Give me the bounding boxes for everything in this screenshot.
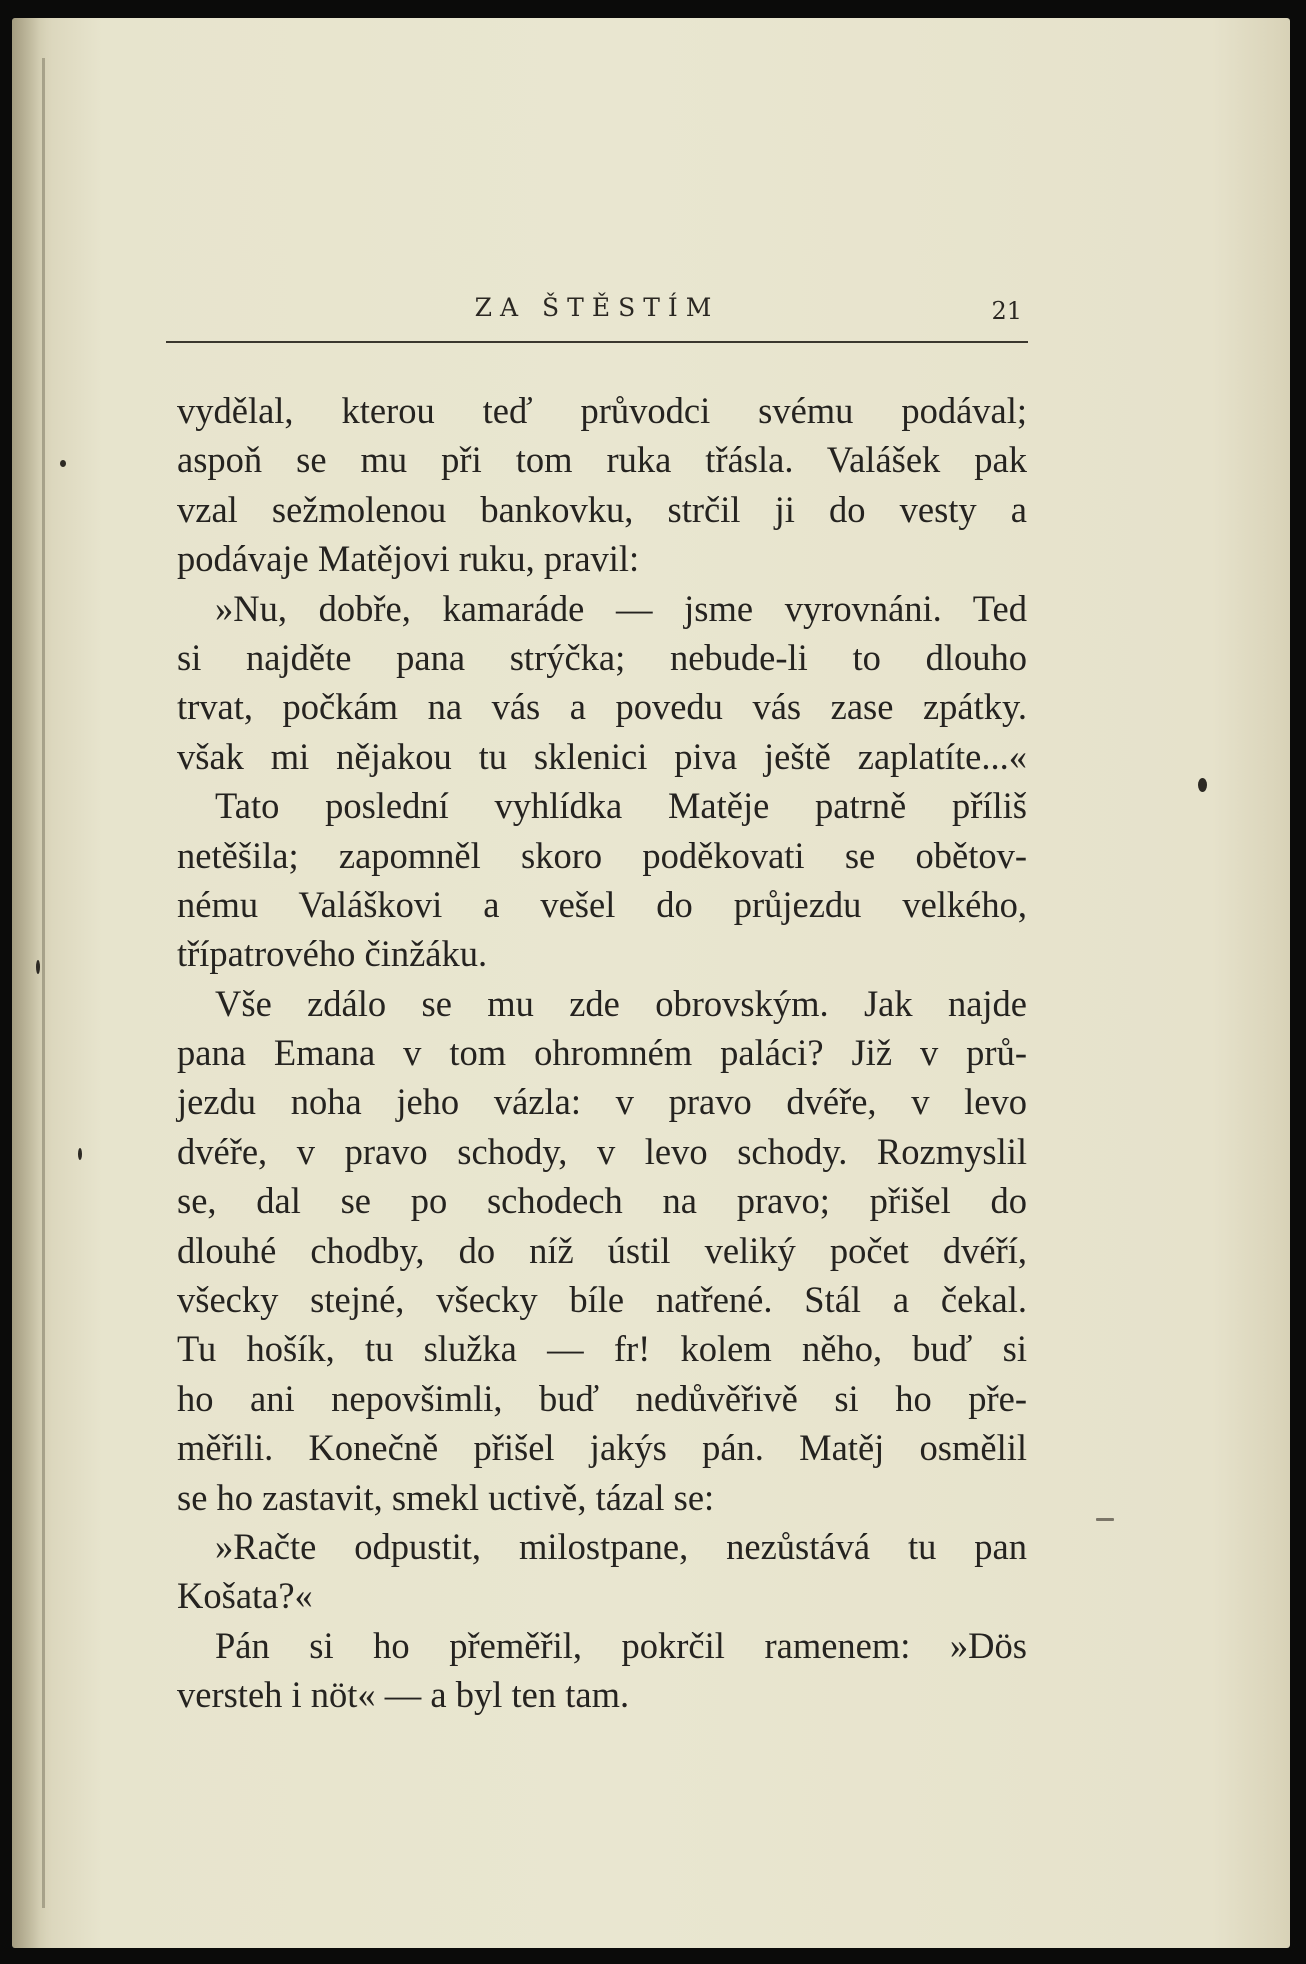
ink-speck (78, 1148, 82, 1160)
running-title: ZA ŠTĚSTÍM (474, 293, 720, 322)
text-line: vzal sežmolenou bankovku, strčil ji do vesty a (177, 488, 1027, 530)
text-line: vydělal, kterou teď průvodci svému podával; (177, 390, 1027, 431)
text-line: netěšila; zapomněl skoro poděkovati se obětov- (177, 834, 1027, 876)
text-line: všecky stejné, všecky bíle natřené. Stál a čekal. (177, 1279, 1027, 1321)
text-line: aspoň se mu při tom ruka třásla. Valášek pak (177, 439, 1027, 481)
book-page (12, 18, 1290, 1948)
text-line: třípatrového činžáku. (177, 933, 488, 975)
ink-speck (36, 960, 40, 974)
page-gutter-line (42, 58, 45, 1908)
text-line: Vše zdálo se mu zde obrovským. Jak najde (215, 982, 1027, 1024)
text-line: Tato poslední vyhlídka Matěje patrně příliš (215, 785, 1027, 827)
ink-speck (60, 460, 66, 467)
body-text (177, 386, 1027, 1720)
ink-speck (1096, 1518, 1114, 1521)
text-line: jezdu noha jeho vázla: v pravo dvéře, v levo (177, 1081, 1027, 1123)
text-line: však mi nějakou tu sklenici piva ještě zaplatíte...« (177, 735, 1027, 777)
text-line: si najděte pana strýčka; nebude-li to dlouho (177, 636, 1027, 678)
ink-speck (1198, 778, 1207, 792)
text-line: trvat, počkám na vás a povedu vás zase zpátky. (177, 686, 1027, 728)
text-line: dlouhé chodby, do níž ústil veliký počet dvéří, (177, 1229, 1027, 1271)
text-line: dvéře, v pravo schody, v levo schody. Rozmyslil (177, 1130, 1027, 1172)
text-line: versteh i nöt« — a byl ten tam. (177, 1674, 630, 1716)
text-line: se ho zastavit, smekl uctivě, tázal se: (177, 1476, 715, 1518)
text-line: měřili. Konečně přišel jakýs pán. Matěj osmělil (177, 1427, 1027, 1469)
page-binding-shadow (12, 18, 52, 1948)
text-line: pana Emana v tom ohromném paláci? Již v prů- (177, 1032, 1027, 1074)
page-number: 21 (991, 297, 1022, 325)
text-line: Košata?« (177, 1575, 313, 1617)
text-line: ho ani nepovšimli, buď nedůvěřivě si ho pře- (177, 1377, 1027, 1419)
text-line: se, dal se po schodech na pravo; přišel do (177, 1180, 1027, 1222)
text-line: podávaje Matějovi ruku, pravil: (177, 538, 640, 580)
text-line: »Nu, dobře, kamaráde — jsme vyrovnáni. Ted (215, 587, 1027, 629)
text-line: Tu hošík, tu služka — fr! kolem něho, buď si (177, 1328, 1027, 1370)
text-line: nému Valáškovi a vešel do průjezdu velkého, (177, 883, 1027, 925)
text-line: Pán si ho přeměřil, pokrčil ramenem: »Dös (215, 1624, 1027, 1666)
text-line: »Račte odpustit, milostpane, nezůstává tu pan (215, 1525, 1027, 1567)
page-header (166, 289, 1028, 343)
